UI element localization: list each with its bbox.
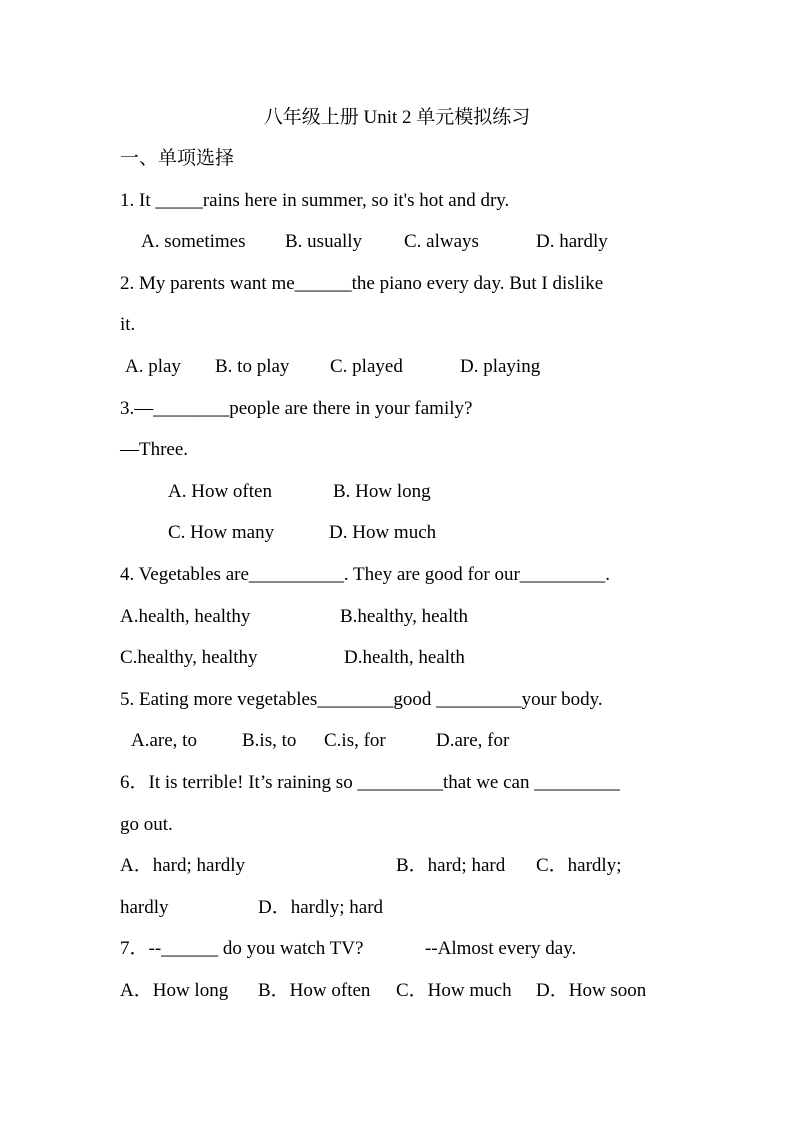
question-2-option-c: C. played: [330, 356, 403, 377]
question-4-option-a: A.health, healthy: [120, 606, 251, 627]
question-1-option-a: A. sometimes: [141, 231, 246, 252]
question-5-option-b: B.is, to: [242, 730, 297, 751]
question-6-option-a: A．hard; hardly: [120, 855, 246, 876]
question-4-stem: 4. Vegetables are__________. They are good for our_________.: [120, 564, 611, 585]
question-4-option-b: B.healthy, health: [340, 606, 469, 627]
question-5-option-a: A.are, to: [131, 730, 197, 751]
question-6-option-c-continued: hardly: [120, 897, 169, 918]
question-2-option-b: B. to play: [215, 356, 290, 377]
question-2-option-a: A. play: [125, 356, 181, 377]
question-7-stem: 7．--______ do you watch TV?: [120, 938, 364, 959]
question-3-option-d: D. How much: [329, 522, 437, 543]
question-1-option-d: D. hardly: [536, 231, 608, 252]
question-4-option-c: C.healthy, healthy: [120, 647, 258, 668]
question-6-option-d: D．hardly; hard: [258, 897, 384, 918]
question-7-option-b: B．How often: [258, 980, 371, 1001]
question-5-option-d: D.are, for: [436, 730, 510, 751]
question-6-option-b: B．hard; hard: [396, 855, 506, 876]
question-5-option-c: C.is, for: [324, 730, 386, 751]
question-3-option-b: B. How long: [333, 481, 431, 502]
question-2-stem-line-1: 2. My parents want me______the piano every day. But I dislike: [120, 273, 604, 294]
question-3-option-a: A. How often: [168, 481, 272, 502]
section-heading: 一、单项选择: [120, 148, 235, 169]
question-7-option-a: A．How long: [120, 980, 229, 1001]
question-1-stem: 1. It _____rains here in summer, so it's hot and dry.: [120, 190, 510, 211]
question-6-option-c: C．hardly;: [536, 855, 622, 876]
question-4-option-d: D.health, health: [344, 647, 465, 668]
page-title: 八年级上册 Unit 2 单元模拟练习: [263, 107, 531, 128]
question-6-stem-line-1: 6．It is terrible! It’s raining so _________that we can _________: [120, 772, 620, 793]
question-7-option-c: C．How much: [396, 980, 512, 1001]
question-3-answer-line: —Three.: [120, 439, 189, 460]
question-3-stem: 3.—________people are there in your family?: [120, 398, 473, 419]
question-7-reply: --Almost every day.: [425, 938, 577, 959]
question-6-stem-line-2: go out.: [120, 814, 173, 835]
question-2-option-d: D. playing: [460, 356, 541, 377]
question-2-stem-line-2: it.: [120, 314, 136, 335]
question-5-stem: 5. Eating more vegetables________good _________your body.: [120, 689, 603, 710]
question-1-option-c: C. always: [404, 231, 479, 252]
question-3-option-c: C. How many: [168, 522, 275, 543]
question-1-option-b: B. usually: [285, 231, 363, 252]
question-7-option-d: D．How soon: [536, 980, 647, 1001]
